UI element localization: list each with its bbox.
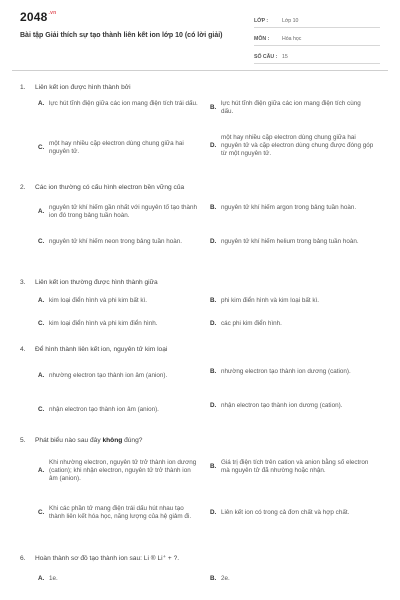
question-number: 4. <box>20 346 26 353</box>
question-4 <box>20 346 384 426</box>
question-head <box>20 346 384 354</box>
option-a[interactable] <box>38 459 208 483</box>
option-letter: A. <box>38 575 45 582</box>
option-text: nhường electron tạo thành ion dương (cation). <box>221 368 351 375</box>
site-logo[interactable] <box>20 10 56 24</box>
meta-label: LỚP : <box>254 17 269 24</box>
question-5 <box>20 437 384 537</box>
option-text: Liên kết ion có trong cả đơn chất và hợp chất. <box>221 509 350 516</box>
meta-row-class <box>254 14 380 28</box>
document-title: Bài tập Giải thích sự tạo thành liên kết ion lớp 10 (có lời giải) <box>20 32 223 39</box>
option-c[interactable] <box>38 406 208 414</box>
meta-value: 15 <box>282 53 288 60</box>
option-letter: C. <box>38 238 45 245</box>
option-text: lực hút tĩnh điện giữa các ion mang điện tích cùng dấu. <box>221 100 361 115</box>
question-number: 3. <box>20 279 26 286</box>
logo-suffix: .vn <box>48 10 57 16</box>
option-text: nguyên tử khí hiếm argon trong bảng tuần hoàn. <box>221 204 357 211</box>
option-text: nhận electron tạo thành ion dương (cation). <box>221 402 343 409</box>
option-text: 2e. <box>221 575 230 582</box>
option-a[interactable] <box>38 372 208 380</box>
option-d[interactable] <box>210 238 384 246</box>
question-text-after: đúng? <box>122 437 143 444</box>
meta-value: Hóa học <box>282 35 302 42</box>
question-head <box>20 84 384 92</box>
option-d[interactable] <box>210 402 384 410</box>
option-text: Khi các phần tử mang điện trái dấu hút nhau tạo thành liên kết hóa học, năng lượng của hệ giảm đi. <box>49 505 192 520</box>
header-divider <box>12 70 388 71</box>
meta-row-count <box>254 50 380 64</box>
meta-label: SỐ CÂU : <box>254 53 278 60</box>
option-letter: B. <box>210 368 217 375</box>
option-c[interactable] <box>38 320 208 328</box>
option-text: một hay nhiều cặp electron dùng chung giữa hai nguyên tử và cặp electron dùng chung được đóng góp từ một nguyên tử. <box>221 134 374 157</box>
option-letter: B. <box>210 575 217 582</box>
question-text-before: Phát biểu nào sau đây <box>35 437 103 444</box>
option-letter: B. <box>210 204 217 211</box>
option-letter: C. <box>38 406 45 413</box>
question-head <box>20 437 384 445</box>
question-head <box>20 555 384 563</box>
option-a[interactable] <box>38 100 208 108</box>
option-text: kim loại điển hình và phi kim bất kì. <box>49 297 147 304</box>
option-letter: D. <box>210 238 217 245</box>
option-letter: B. <box>210 104 217 111</box>
option-a[interactable] <box>38 297 208 305</box>
option-letter: B. <box>210 463 217 470</box>
option-a[interactable] <box>38 575 208 583</box>
option-b[interactable] <box>210 368 384 376</box>
option-text: nguyên tử khí hiếm helium trong bảng tuần hoàn. <box>221 238 359 245</box>
option-text: nhận electron tạo thành ion âm (anion). <box>49 406 159 413</box>
question-text <box>35 437 142 445</box>
option-letter: D. <box>210 142 217 149</box>
option-text: phi kim điển hình và kim loại bất kì. <box>221 297 319 304</box>
document-header <box>0 0 400 70</box>
option-d[interactable] <box>210 320 384 328</box>
option-letter: C. <box>38 144 45 151</box>
option-b[interactable] <box>210 297 384 305</box>
option-b[interactable] <box>210 459 384 475</box>
option-b[interactable] <box>210 575 384 583</box>
question-2 <box>20 184 384 270</box>
question-number: 1. <box>20 84 26 91</box>
meta-value: Lớp 10 <box>282 17 299 24</box>
option-a[interactable] <box>38 204 208 220</box>
question-6 <box>20 555 384 595</box>
option-letter: A. <box>38 297 45 304</box>
question-head <box>20 184 384 192</box>
question-text: Để hình thành liên kết ion, nguyên tử kim loại <box>35 346 168 353</box>
option-d[interactable] <box>210 509 384 517</box>
question-text: Hoàn thành sơ đồ tạo thành ion sau: Li ® Li⁺ + ?. <box>35 555 180 562</box>
meta-row-subject <box>254 32 380 46</box>
option-letter: A. <box>38 100 45 107</box>
option-text: lực hút tĩnh điện giữa các ion mang điện tích trái dấu. <box>49 100 198 107</box>
option-text: 1e. <box>49 575 58 582</box>
option-letter: C. <box>38 509 45 516</box>
option-text: nguyên tử khí hiếm neon trong bảng tuần hoàn. <box>49 238 183 245</box>
question-head <box>20 279 384 287</box>
option-c[interactable] <box>38 505 208 521</box>
question-text: Liên kết ion thường được hình thành giữa <box>35 279 158 286</box>
question-number: 5. <box>20 437 26 444</box>
option-letter: C. <box>38 320 45 327</box>
question-text: Liên kết ion được hình thành bởi <box>35 84 131 91</box>
option-letter: A. <box>38 467 45 474</box>
option-text: nguyên tử khí hiếm gần nhất với nguyên tố tạo thành ion đó trong bảng tuần hoàn. <box>49 204 198 219</box>
option-letter: A. <box>38 208 45 215</box>
option-text: kim loại điển hình và phi kim điển hình. <box>49 320 158 327</box>
option-letter: D. <box>210 509 217 516</box>
option-letter: D. <box>210 402 217 409</box>
option-letter: A. <box>38 372 45 379</box>
option-c[interactable] <box>38 140 208 156</box>
option-text: Giá trị điện tích trên cation và anion bằng số electron mà nguyên tử đã nhường hoặc nhận. <box>221 459 369 474</box>
meta-info-table <box>254 14 380 68</box>
option-text: nhường electron tạo thành ion âm (anion). <box>49 372 168 379</box>
question-3 <box>20 279 384 343</box>
question-number: 2. <box>20 184 26 191</box>
question-1 <box>20 84 384 174</box>
question-number: 6. <box>20 555 26 562</box>
option-text: Khi nhường electron, nguyên tử trở thành ion dương (cation); khi nhận electron, nguyên tử trở thành ion âm (anion). <box>49 459 197 482</box>
logo-text: 2048 <box>20 10 48 24</box>
question-text-emphasis: không <box>102 437 123 444</box>
option-d[interactable] <box>210 134 384 158</box>
meta-label: MÔN : <box>254 35 270 42</box>
option-text: các phi kim điển hình. <box>221 320 282 327</box>
question-text: Các ion thường có cấu hình electron bền vững của <box>35 184 185 191</box>
option-text: một hay nhiều cặp electron dùng chung giữa hai nguyên tử. <box>49 140 184 155</box>
option-b[interactable] <box>210 100 384 116</box>
option-letter: B. <box>210 297 217 304</box>
option-letter: D. <box>210 320 217 327</box>
option-b[interactable] <box>210 204 384 212</box>
option-c[interactable] <box>38 238 208 246</box>
